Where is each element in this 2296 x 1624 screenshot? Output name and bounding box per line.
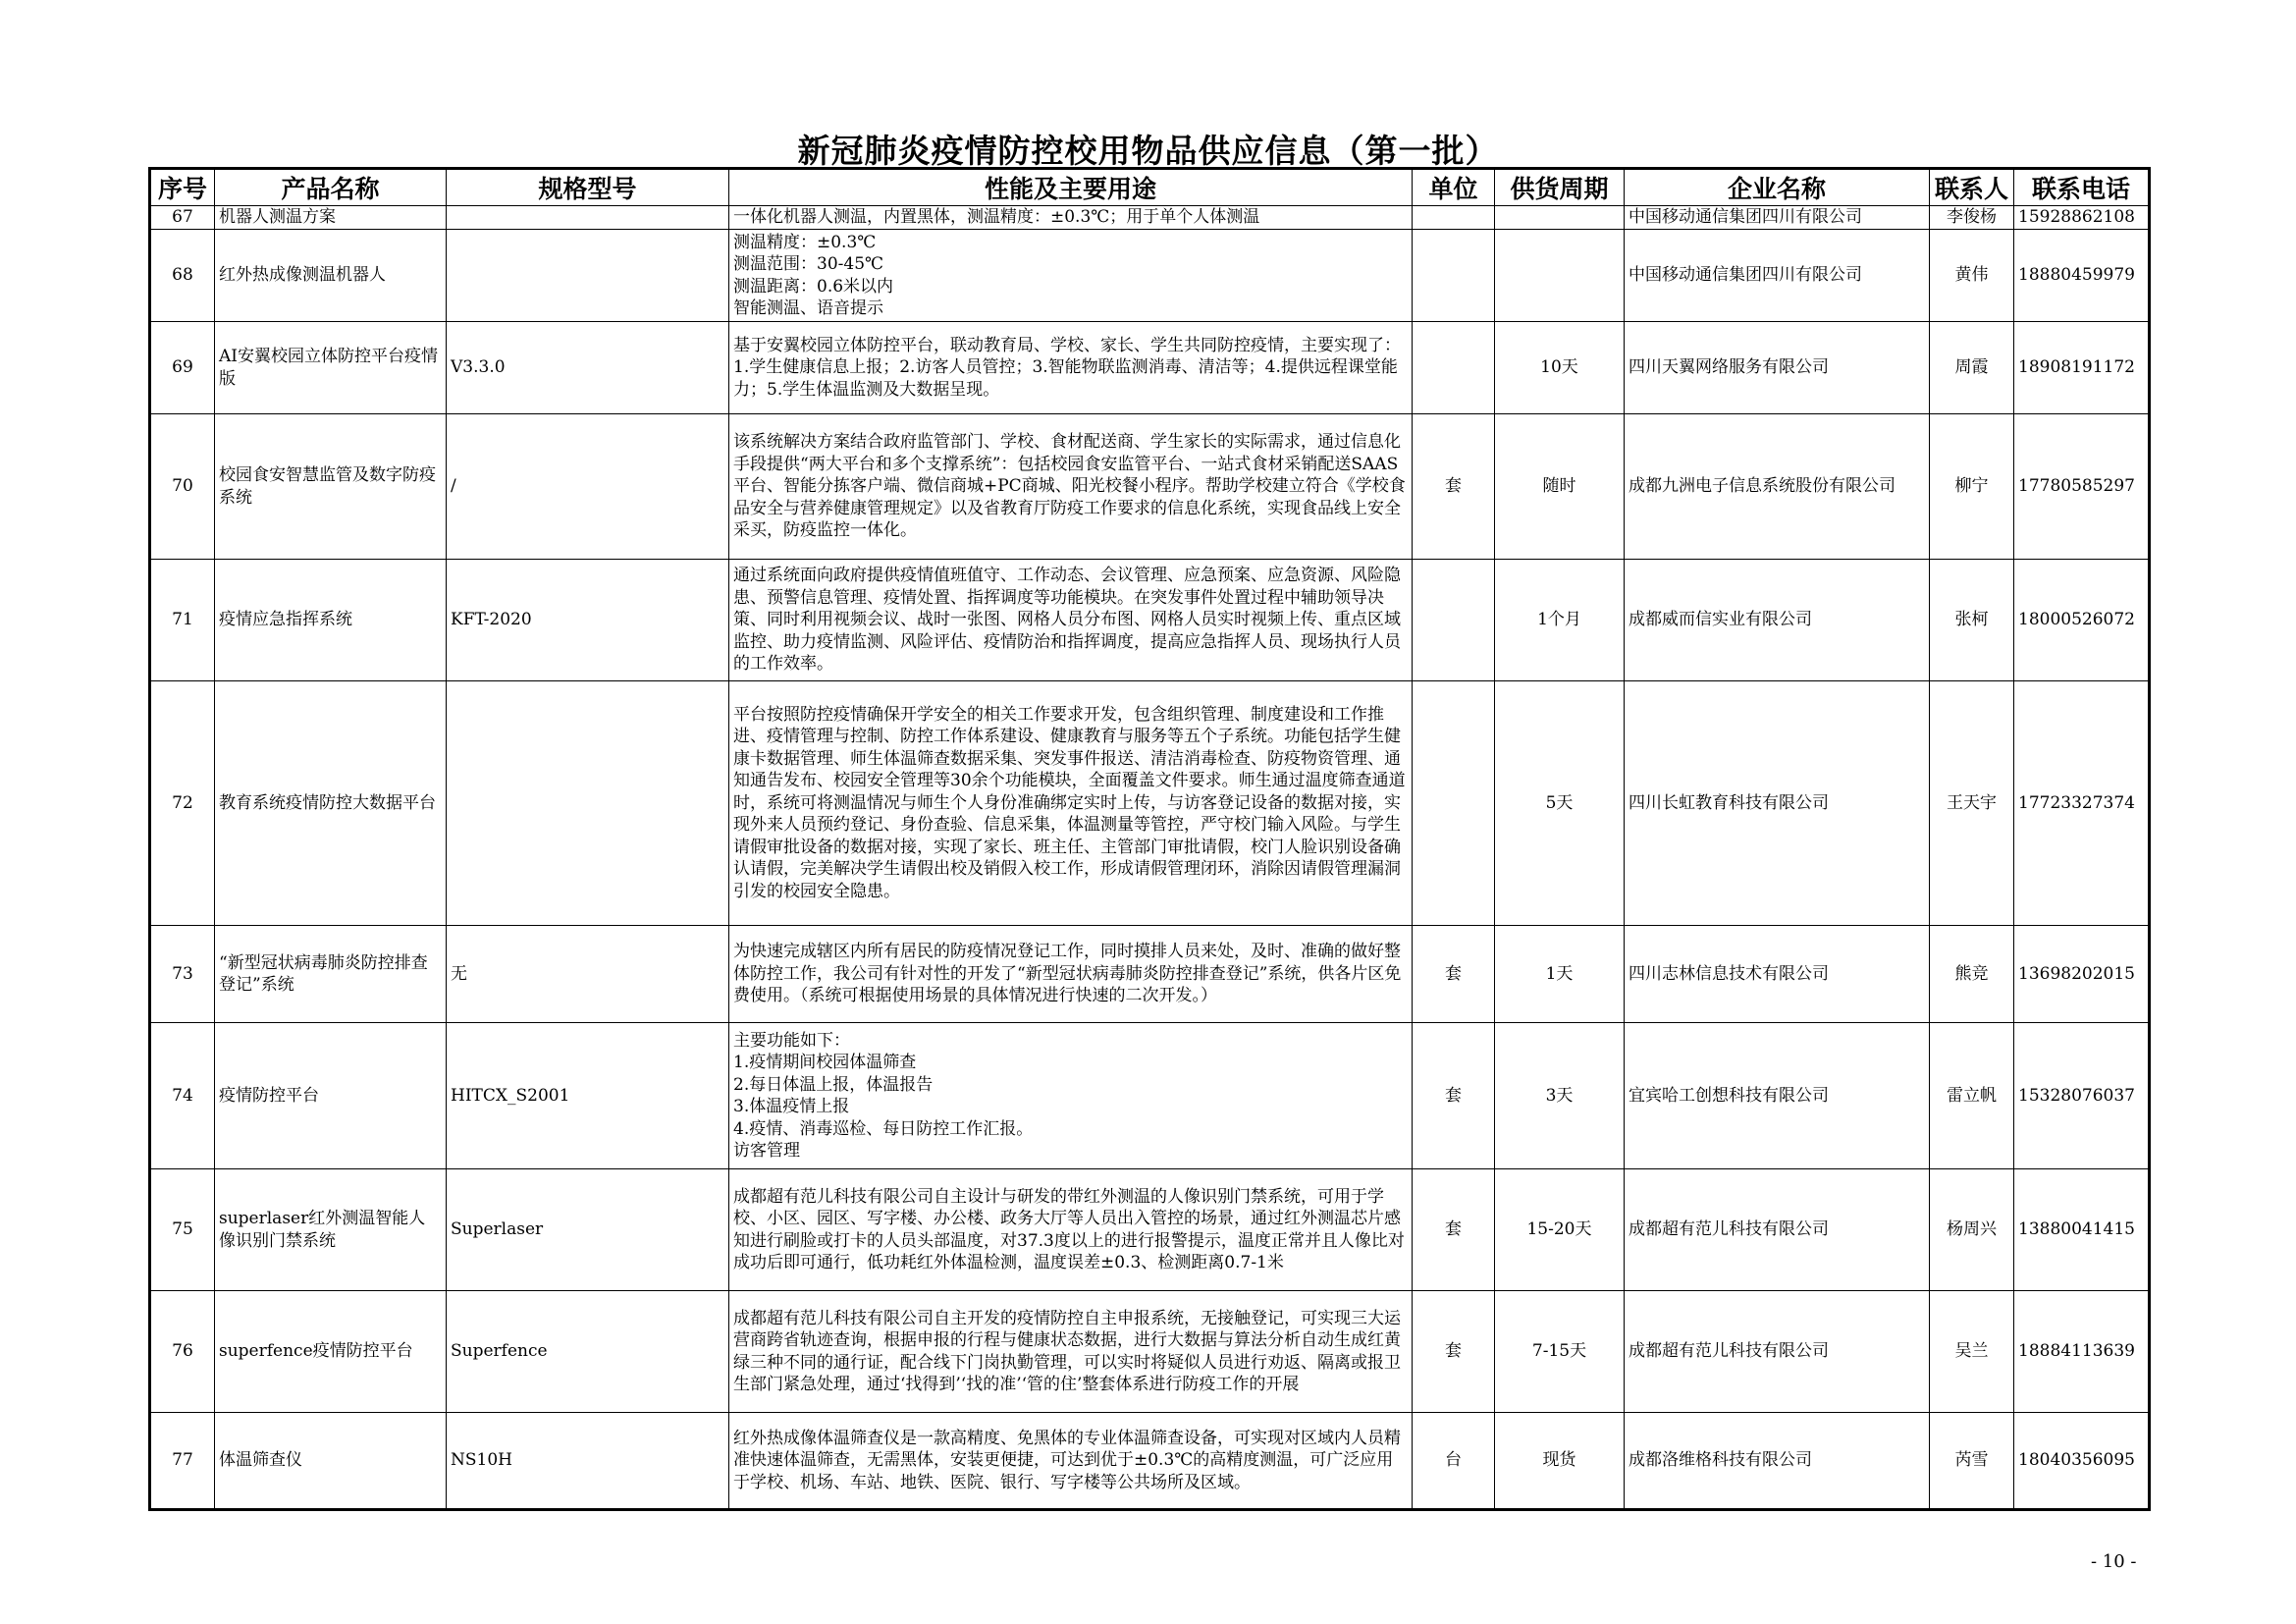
cell-no: 77	[150, 1413, 215, 1510]
cell-supply-period: 1天	[1495, 926, 1625, 1023]
header-company: 企业名称	[1625, 169, 1930, 206]
cell-unit: 台	[1413, 1413, 1495, 1510]
table-row	[150, 206, 2150, 230]
table-row	[150, 414, 2150, 560]
cell-product-name: AI安翼校园立体防控平台疫情版	[215, 322, 447, 414]
cell-description: 为快速完成辖区内所有居民的防疫情况登记工作，同时摸排人员来处，及时、准确的做好整体防控工作，我公司有针对性的开发了“新型冠状病毒肺炎防控排查登记”系统，供各片区免费使用。（系统可根据使用场景的具体情况进行快速的二次开发。）	[729, 926, 1413, 1023]
cell-unit: 套	[1413, 414, 1495, 560]
cell-no: 73	[150, 926, 215, 1023]
cell-phone: 18884113639	[2014, 1291, 2150, 1413]
header-spec: 规格型号	[447, 169, 729, 206]
table-row	[150, 1169, 2150, 1291]
header-unit: 单位	[1413, 169, 1495, 206]
cell-company: 成都九洲电子信息系统股份有限公司	[1625, 414, 1930, 560]
cell-product-name: 疫情防控平台	[215, 1023, 447, 1169]
cell-no: 72	[150, 681, 215, 926]
cell-supply-period	[1495, 230, 1625, 322]
cell-contact: 柳宁	[1930, 414, 2014, 560]
cell-supply-period	[1495, 206, 1625, 230]
table-row	[150, 681, 2150, 926]
cell-phone: 18908191172	[2014, 322, 2150, 414]
cell-contact: 熊竞	[1930, 926, 2014, 1023]
header-description: 性能及主要用途	[729, 169, 1413, 206]
cell-product-name: 疫情应急指挥系统	[215, 560, 447, 681]
cell-description: 测温精度：±0.3℃ 测温范围：30-45℃ 测温距离：0.6米以内 智能测温、语音提示	[729, 230, 1413, 322]
cell-supply-period: 3天	[1495, 1023, 1625, 1169]
cell-contact: 李俊杨	[1930, 206, 2014, 230]
cell-spec	[447, 206, 729, 230]
cell-spec: HITCX_S2001	[447, 1023, 729, 1169]
table-row	[150, 560, 2150, 681]
cell-company: 四川长虹教育科技有限公司	[1625, 681, 1930, 926]
cell-spec: Superlaser	[447, 1169, 729, 1291]
cell-contact: 雷立帆	[1930, 1023, 2014, 1169]
cell-company: 成都威而信实业有限公司	[1625, 560, 1930, 681]
cell-spec	[447, 681, 729, 926]
cell-spec	[447, 230, 729, 322]
cell-unit	[1413, 681, 1495, 926]
table-row	[150, 1413, 2150, 1510]
cell-no: 74	[150, 1023, 215, 1169]
cell-supply-period: 现货	[1495, 1413, 1625, 1510]
cell-spec: V3.3.0	[447, 322, 729, 414]
header-product-name: 产品名称	[215, 169, 447, 206]
cell-product-name: 机器人测温方案	[215, 206, 447, 230]
cell-description: 基于安翼校园立体防控平台，联动教育局、学校、家长、学生共同防控疫情，主要实现了：1.学生健康信息上报；2.访客人员管控；3.智能物联监测消毒、清洁等；4.提供远程课堂能力；5.学生体温监测及大数据呈现。	[729, 322, 1413, 414]
cell-company: 成都超有范儿科技有限公司	[1625, 1291, 1930, 1413]
cell-company: 中国移动通信集团四川有限公司	[1625, 206, 1930, 230]
cell-phone: 15328076037	[2014, 1023, 2150, 1169]
cell-product-name: 教育系统疫情防控大数据平台	[215, 681, 447, 926]
cell-product-name: 体温筛查仪	[215, 1413, 447, 1510]
cell-description: 平台按照防控疫情确保开学安全的相关工作要求开发，包含组织管理、制度建设和工作推进、疫情管理与控制、防控工作体系建设、健康教育与服务等五个子系统。功能包括学生健康卡数据管理、师生体温筛查数据采集、突发事件报送、清洁消毒检查、防疫物资管理、通知通告发布、校园安全管理等30余个功能模块，全面覆盖文件要求。师生通过温度筛查通道时，系统可将测温情况与师生个人身份准确绑定实时上传，与访客登记设备的数据对接，实现外来人员预约登记、身份查验、信息采集，体温测量等管控，严守校门输入风险。与学生请假审批设备的数据对接，实现了家长、班主任、主管部门审批请假，校门人脸识别设备确认请假，完美解决学生请假出校及销假入校工作，形成请假管理闭环，消除因请假管理漏洞引发的校园安全隐患。	[729, 681, 1413, 926]
cell-unit: 套	[1413, 1023, 1495, 1169]
cell-no: 70	[150, 414, 215, 560]
cell-phone: 17780585297	[2014, 414, 2150, 560]
cell-contact: 杨周兴	[1930, 1169, 2014, 1291]
cell-company: 四川志林信息技术有限公司	[1625, 926, 1930, 1023]
cell-contact: 周霞	[1930, 322, 2014, 414]
cell-no: 69	[150, 322, 215, 414]
cell-product-name: “新型冠状病毒肺炎防控排查登记”系统	[215, 926, 447, 1023]
cell-spec: KFT-2020	[447, 560, 729, 681]
cell-company: 成都洛维格科技有限公司	[1625, 1413, 1930, 1510]
cell-company: 中国移动通信集团四川有限公司	[1625, 230, 1930, 322]
cell-unit	[1413, 230, 1495, 322]
cell-spec: Superfence	[447, 1291, 729, 1413]
cell-unit: 套	[1413, 1291, 1495, 1413]
cell-spec: /	[447, 414, 729, 560]
cell-no: 67	[150, 206, 215, 230]
cell-phone: 17723327374	[2014, 681, 2150, 926]
cell-phone: 13698202015	[2014, 926, 2150, 1023]
cell-phone: 13880041415	[2014, 1169, 2150, 1291]
cell-contact: 王天宇	[1930, 681, 2014, 926]
cell-no: 75	[150, 1169, 215, 1291]
supply-table	[148, 167, 2151, 1511]
cell-description: 该系统解决方案结合政府监管部门、学校、食材配送商、学生家长的实际需求，通过信息化手段提供“两大平台和多个支撑系统”：包括校园食安监管平台、一站式食材采销配送SAAS平台、智能分拣客户端、微信商城+PC商城、阳光校餐小程序。帮助学校建立符合《学校食品安全与营养健康管理规定》以及省教育厅防疫工作要求的信息化系统，实现食品线上安全采买，防疫监控一体化。	[729, 414, 1413, 560]
cell-no: 76	[150, 1291, 215, 1413]
cell-product-name: superfence疫情防控平台	[215, 1291, 447, 1413]
cell-supply-period: 15-20天	[1495, 1169, 1625, 1291]
cell-contact: 黄伟	[1930, 230, 2014, 322]
cell-supply-period: 10天	[1495, 322, 1625, 414]
cell-supply-period: 1个月	[1495, 560, 1625, 681]
cell-contact: 吴兰	[1930, 1291, 2014, 1413]
cell-company: 宜宾哈工创想科技有限公司	[1625, 1023, 1930, 1169]
cell-description: 成都超有范儿科技有限公司自主设计与研发的带红外测温的人像识别门禁系统，可用于学校、小区、园区、写字楼、办公楼、政务大厅等人员出入管控的场景，通过红外测温芯片感知进行刷脸或打卡的人员头部温度，对37.3度以上的进行报警提示，温度正常并且人像比对成功后即可通行，低功耗红外体温检测，温度误差±0.3、检测距离0.7-1米	[729, 1169, 1413, 1291]
cell-description: 通过系统面向政府提供疫情值班值守、工作动态、会议管理、应急预案、应急资源、风险隐患、预警信息管理、疫情处置、指挥调度等功能模块。在突发事件处置过程中辅助领导决策、同时利用视频会议、战时一张图、网格人员分布图、网格人员实时视频上传、重点区域监控、助力疫情监测、风险评估、疫情防治和指挥调度，提高应急指挥人员、现场执行人员的工作效率。	[729, 560, 1413, 681]
table-row	[150, 322, 2150, 414]
cell-company: 成都超有范儿科技有限公司	[1625, 1169, 1930, 1291]
cell-description: 红外热成像体温筛查仪是一款高精度、免黑体的专业体温筛查设备，可实现对区域内人员精准快速体温筛查，无需黑体，安装更便捷，可达到优于±0.3℃的高精度测温，可广泛应用于学校、机场、车站、地铁、医院、银行、写字楼等公共场所及区域。	[729, 1413, 1413, 1510]
page-title: 新冠肺炎疫情防控校用物品供应信息（第一批）	[797, 132, 1499, 170]
table-header-row	[150, 169, 2150, 206]
cell-product-name: 红外热成像测温机器人	[215, 230, 447, 322]
cell-phone: 15928862108	[2014, 206, 2150, 230]
table-row	[150, 926, 2150, 1023]
table-row	[150, 230, 2150, 322]
cell-supply-period: 7-15天	[1495, 1291, 1625, 1413]
cell-spec: 无	[447, 926, 729, 1023]
cell-phone: 18880459979	[2014, 230, 2150, 322]
page-number: - 10 -	[2091, 1551, 2137, 1572]
cell-spec: NS10H	[447, 1413, 729, 1510]
table-row	[150, 1023, 2150, 1169]
cell-description: 成都超有范儿科技有限公司自主开发的疫情防控自主申报系统，无接触登记，可实现三大运营商跨省轨迹查询，根据申报的行程与健康状态数据，进行大数据与算法分析自动生成红黄绿三种不同的通行证，配合线下门岗执勤管理，可以实时将疑似人员进行劝返、隔离或报卫生部门紧急处理，通过‘找得到’‘找的准’‘管的住’整套体系进行防疫工作的开展	[729, 1291, 1413, 1413]
cell-unit: 套	[1413, 1169, 1495, 1291]
cell-product-name: superlaser红外测温智能人像识别门禁系统	[215, 1169, 447, 1291]
header-contact: 联系人	[1930, 169, 2014, 206]
cell-unit	[1413, 560, 1495, 681]
cell-phone: 18040356095	[2014, 1413, 2150, 1510]
cell-contact: 芮雪	[1930, 1413, 2014, 1510]
cell-unit	[1413, 322, 1495, 414]
cell-unit: 套	[1413, 926, 1495, 1023]
cell-supply-period: 5天	[1495, 681, 1625, 926]
cell-supply-period: 随时	[1495, 414, 1625, 560]
header-no: 序号	[150, 169, 215, 206]
cell-product-name: 校园食安智慧监管及数字防疫系统	[215, 414, 447, 560]
cell-no: 68	[150, 230, 215, 322]
header-supply-period: 供货周期	[1495, 169, 1625, 206]
cell-phone: 18000526072	[2014, 560, 2150, 681]
cell-unit	[1413, 206, 1495, 230]
cell-no: 71	[150, 560, 215, 681]
cell-contact: 张柯	[1930, 560, 2014, 681]
cell-description: 主要功能如下： 1.疫情期间校园体温筛查 2.每日体温上报，体温报告 3.体温疫情上报 4.疫情、消毒巡检、每日防控工作汇报。 访客管理	[729, 1023, 1413, 1169]
table-row	[150, 1291, 2150, 1413]
cell-company: 四川天翼网络服务有限公司	[1625, 322, 1930, 414]
header-phone: 联系电话	[2014, 169, 2150, 206]
cell-description: 一体化机器人测温，内置黑体，测温精度：±0.3℃；用于单个人体测温	[729, 206, 1413, 230]
